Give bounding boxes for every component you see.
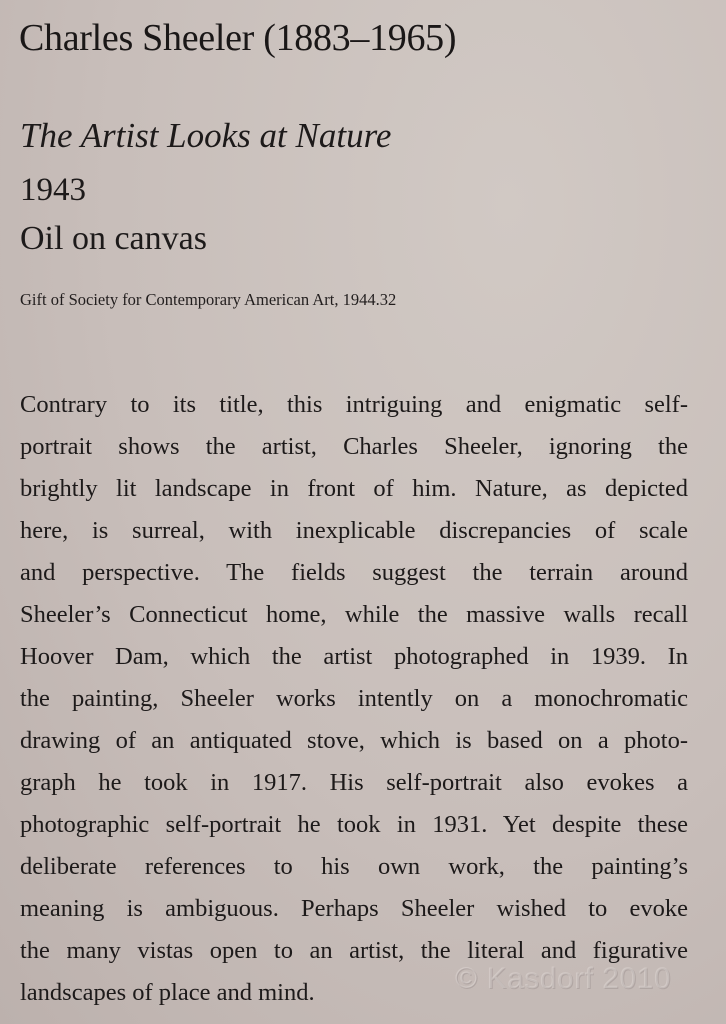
description-line: Sheeler’s Connecticut home, while the massive walls recall <box>20 601 688 628</box>
description-line: brightly lit landscape in front of him. Nature, as depicted <box>20 475 688 502</box>
description-line: graph he took in 1917. His self-portrait also evokes a <box>20 769 688 796</box>
description-paragraph <box>20 384 688 1014</box>
description-line: landscapes of place and mind. <box>20 979 315 1006</box>
copyright-watermark: © Kasdorf 2010 <box>455 962 671 995</box>
description-line: drawing of an antiquated stove, which is based on a photo- <box>20 727 688 754</box>
description-line: the many vistas open to an artist, the literal and figurative <box>20 937 688 964</box>
artwork-year: 1943 <box>20 172 86 208</box>
description-line: here, is surreal, with inexplicable discrepancies of scale <box>20 517 688 544</box>
description-line: and perspective. The fields suggest the terrain around <box>20 559 688 586</box>
description-line: portrait shows the artist, Charles Sheeler, ignoring the <box>20 433 688 460</box>
artist-name: Charles Sheeler (1883–1965) <box>19 17 457 59</box>
description-line: Contrary to its title, this intriguing and enigmatic self- <box>20 391 688 418</box>
description-line: meaning is ambiguous. Perhaps Sheeler wished to evoke <box>20 895 688 922</box>
artwork-medium: Oil on canvas <box>20 220 207 257</box>
description-line: photographic self-portrait he took in 1931. Yet despite these <box>20 811 688 838</box>
description-line: Hoover Dam, which the artist photographed in 1939. In <box>20 643 688 670</box>
credit-line: Gift of Society for Contemporary American Art, 1944.32 <box>20 290 397 309</box>
description-line: deliberate references to his own work, the painting’s <box>20 853 688 880</box>
artwork-title: The Artist Looks at Nature <box>20 116 392 155</box>
description-line: the painting, Sheeler works intently on a monochromatic <box>20 685 688 712</box>
